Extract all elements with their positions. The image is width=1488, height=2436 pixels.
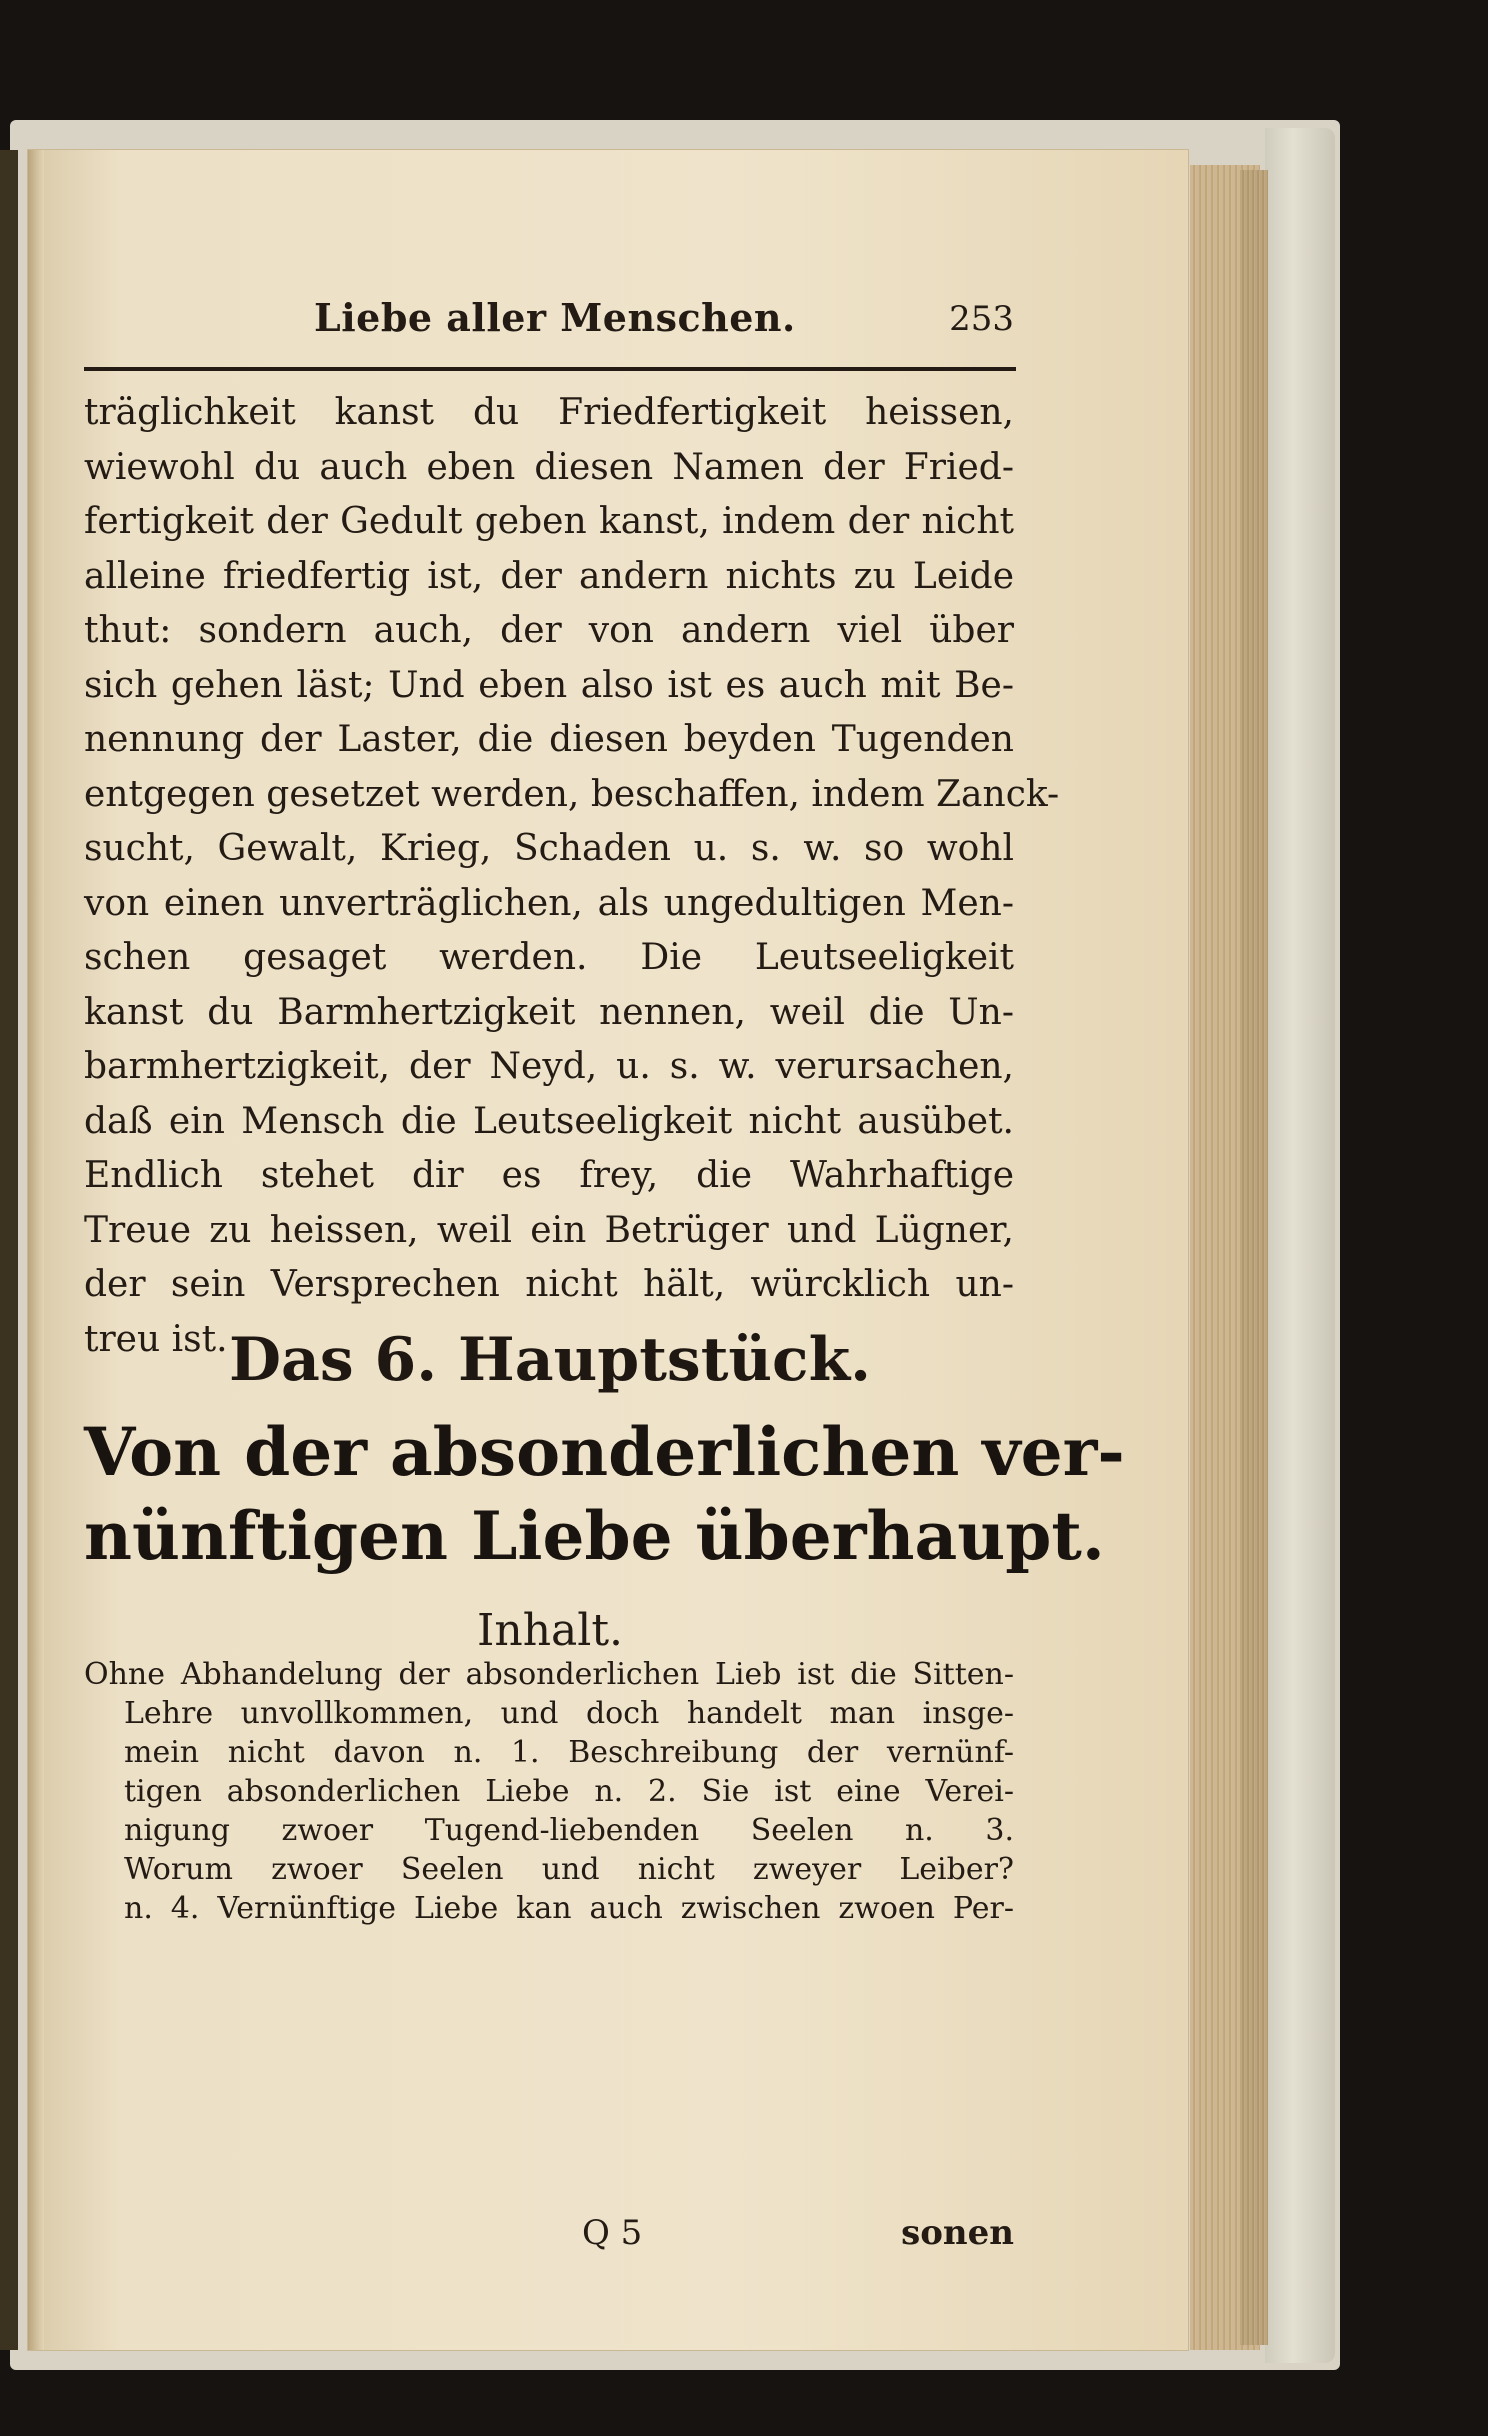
body-line: daß ein Mensch die Leutseeligkeit nicht ausübet. [84,1100,1014,1142]
body-line: träglichkeit kanst du Friedfertigkeit heissen, [84,392,1014,433]
body-line: schen gesaget werden. Die Leutseeligkeit [84,937,1014,978]
running-head: Liebe aller Menschen. [314,295,796,340]
summary-line: Worum zwoer Seelen und nicht zweyer Leiber? [124,1852,1014,1887]
chapter-title-line: nünftigen Liebe überhaupt. [84,1497,1105,1575]
body-line: alleine friedfertig ist, der andern nichts zu Leide [84,555,1014,597]
page-number: 253 [949,299,1014,339]
chapter-title-line: Von der absonderlichen ver- [84,1413,1125,1491]
page-footer [84,2213,1014,2263]
summary-line: Ohne Abhandelung der absonderlichen Lieb ist die Sitten- [84,1657,1014,1692]
chapter-title [84,1410,1125,1578]
body-text [84,386,1060,1367]
summary-line: tigen absonderlichen Liebe n. 2. Sie ist eine Verei- [124,1774,1014,1809]
body-line: sich gehen läst; Und eben also ist es auch mit Be- [84,664,1014,706]
body-line: barmhertzigkeit, der Neyd, u. s. w. verursachen, [84,1046,1014,1087]
body-line: Endlich stehet dir es frey, die Wahrhaftige [84,1155,1014,1196]
page-fore-edge-inner [1240,170,1268,2345]
body-line: von einen unverträglichen, als ungedultigen Men- [84,882,1014,924]
body-line: thut: sondern auch, der von andern viel über [84,610,1014,651]
body-line: sucht, Gewalt, Krieg, Schaden u. s. w. so wohl [84,828,1014,869]
summary-line: mein nicht davon n. 1. Beschreibung der vernünf- [124,1735,1014,1770]
summary-line: n. 4. Vernünftige Liebe kan auch zwischen zwoen Per- [124,1891,1014,1926]
body-line: treu ist. [84,1318,228,1360]
summary-line: nigung zwoer Tugend-liebenden Seelen n. 3. [124,1813,1014,1848]
summary-line: Lehre unvollkommen, und doch handelt man insge- [124,1696,1014,1731]
chapter-number: Das 6. Hauptstück. [228,1325,872,1395]
body-line: der sein Versprechen nicht hält, würcklich un- [84,1264,1014,1305]
page-header [84,295,1014,365]
page-gutter [28,150,44,2350]
signature-mark: Q 5 [582,2213,643,2253]
body-line: kanst du Barmhertzigkeit nennen, weil die Un- [84,991,1014,1033]
summary-heading: Inhalt. [476,1605,624,1656]
header-rule [84,367,1016,371]
spine-band [0,150,18,2350]
body-line: fertigkeit der Gedult geben kanst, indem der nicht [84,501,1014,542]
cover-edge [1265,128,1335,2363]
body-line: Treue zu heissen, weil ein Betrüger und Lügner, [84,1209,1014,1251]
body-line: nennung der Laster, die diesen beyden Tugenden [84,719,1014,760]
catchword: sonen [901,2213,1014,2253]
chapter-summary [84,1655,1014,1928]
body-line: entgegen gesetzet werden, beschaffen, indem Zanck- [84,773,1060,815]
body-line: wiewohl du auch eben diesen Namen der Fried- [84,446,1014,488]
